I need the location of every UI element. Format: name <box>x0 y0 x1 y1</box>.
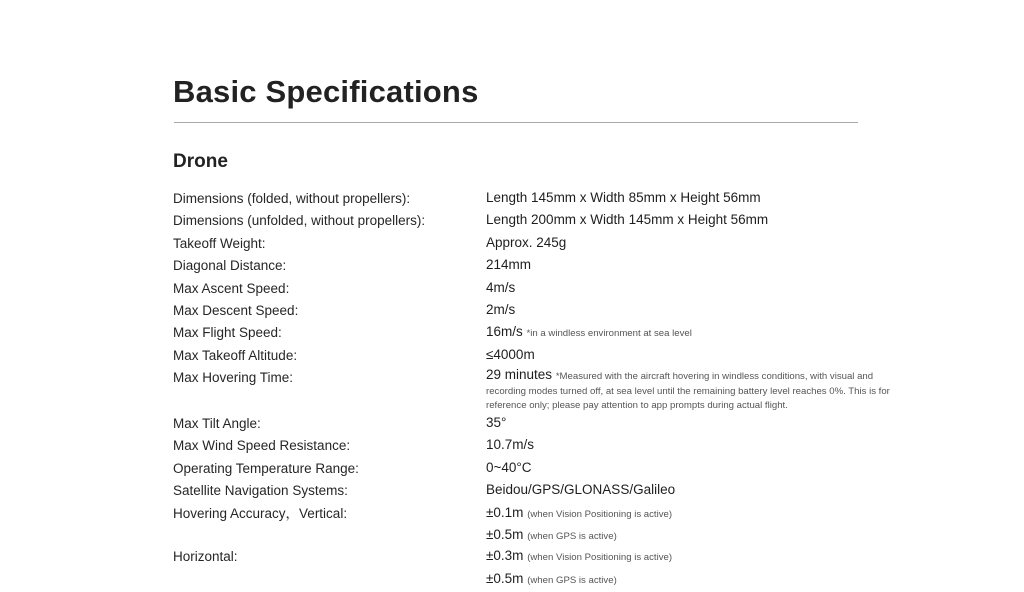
spec-row <box>173 232 893 254</box>
spec-value <box>486 545 893 566</box>
page-title: Basic Specifications <box>173 74 479 109</box>
spec-note: *in a windless environment at sea level <box>526 328 692 340</box>
spec-value-main: 16m/s <box>486 324 523 340</box>
spec-label: Satellite Navigation Systems: <box>173 483 348 499</box>
spec-value <box>486 412 893 433</box>
spec-value-main: ±0.3m <box>486 548 524 564</box>
spec-row <box>173 568 893 589</box>
section-title: Drone <box>173 151 228 172</box>
spec-row <box>173 434 893 456</box>
spec-row <box>173 277 893 299</box>
spec-row <box>173 209 893 231</box>
spec-value <box>486 434 893 455</box>
spec-value <box>486 366 893 412</box>
spec-label: Max Flight Speed: <box>173 325 282 341</box>
title-divider <box>174 122 858 123</box>
spec-label <box>173 524 486 525</box>
spec-row <box>173 502 893 524</box>
spec-row <box>173 457 893 479</box>
spec-label: Takeoff Weight: <box>173 235 266 251</box>
spec-value-main: ≤4000m <box>486 346 535 362</box>
spec-label: Max Takeoff Altitude: <box>173 347 298 363</box>
spec-label <box>173 568 486 569</box>
spec-label: Dimensions (folded, without propellers): <box>173 191 411 206</box>
spec-label: Max Wind Speed Resistance: <box>173 438 351 454</box>
spec-label: Max Descent Speed: <box>173 303 299 319</box>
spec-value <box>486 321 893 342</box>
spec-label: Diagonal Distance: <box>173 258 287 274</box>
spec-value <box>486 277 893 298</box>
spec-label: Horizontal: <box>173 549 238 565</box>
spec-value <box>486 344 893 365</box>
spec-value <box>486 457 893 478</box>
spec-value-main: Length 145mm x Width 85mm x Height 56mm <box>486 190 761 205</box>
spec-value <box>486 479 893 500</box>
spec-row <box>173 524 893 545</box>
spec-value-main: 214mm <box>486 257 532 273</box>
spec-row <box>173 187 893 209</box>
spec-value <box>486 209 893 230</box>
spec-value-main: ±0.5m <box>486 570 524 586</box>
spec-value-main: 0~40°C <box>486 459 532 475</box>
spec-row <box>173 299 893 321</box>
spec-value <box>486 568 893 589</box>
spec-row <box>173 344 893 366</box>
spec-value <box>486 502 893 523</box>
spec-label: Hovering Accuracy，Vertical: <box>173 505 348 521</box>
spec-note: (when Vision Positioning is active) <box>527 508 673 520</box>
spec-note: (when Vision Positioning is active) <box>527 552 673 564</box>
spec-row <box>173 254 893 276</box>
spec-note: (when GPS is active) <box>527 574 617 586</box>
spec-value-main: Length 200mm x Width 145mm x Height 56mm <box>486 212 769 228</box>
spec-label: Max Ascent Speed: <box>173 280 290 296</box>
spec-row <box>173 321 893 343</box>
spec-value <box>486 524 893 545</box>
spec-value <box>486 187 893 208</box>
spec-value-main: 4m/s <box>486 279 516 295</box>
spec-note: (when GPS is active) <box>527 531 617 543</box>
spec-value-main: 2m/s <box>486 302 516 318</box>
spec-value-main: Beidou/GPS/GLONASS/Galileo <box>486 482 676 498</box>
spec-value-main: 10.7m/s <box>486 437 535 453</box>
spec-value <box>486 299 893 320</box>
spec-value-main: ±0.1m <box>486 504 524 520</box>
spec-label: Max Hovering Time: <box>173 370 294 386</box>
spec-row <box>173 366 893 412</box>
spec-note: *Measured with the aircraft hovering in windless conditions, with visual and recording modes turned off, at sea level until the remaining battery level reaches 0%. This is for reference only; please pay attention to app prompts during actual flight. <box>486 371 890 412</box>
spec-value <box>486 232 893 253</box>
spec-label: Operating Temperature Range: <box>173 460 359 476</box>
spec-table <box>173 187 893 589</box>
spec-label: Dimensions (unfolded, without propellers): <box>173 213 426 229</box>
spec-value-main: 29 minutes <box>486 367 553 383</box>
spec-row <box>173 479 893 501</box>
spec-value-main: Approx. 245g <box>486 234 567 250</box>
spec-value-main: ±0.5m <box>486 527 524 543</box>
spec-row <box>173 545 893 567</box>
spec-value <box>486 254 893 275</box>
spec-label: Max Tilt Angle: <box>173 416 261 432</box>
spec-row <box>173 412 893 434</box>
spec-value-main: 35° <box>486 415 507 431</box>
